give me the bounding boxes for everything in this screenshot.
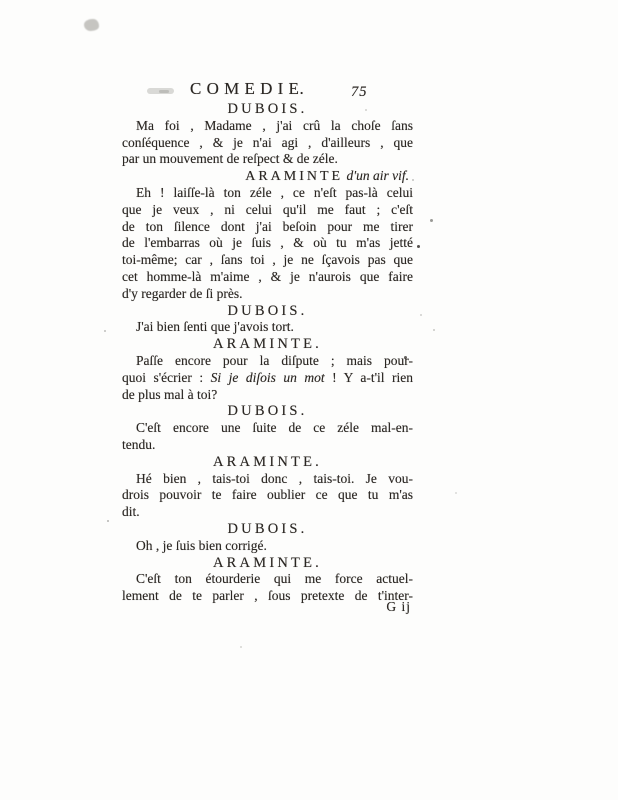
page-number: 75 xyxy=(351,84,368,100)
speaker-name: ARAMINTE xyxy=(245,169,344,185)
speaker-heading: DUBOIS. xyxy=(227,101,308,117)
dialogue-line: tendu. xyxy=(122,436,156,452)
dialogue-text: quoi s'écrier : xyxy=(122,369,211,385)
dialogue-line: Oh , je ſuis bien corrigé. xyxy=(136,537,267,553)
scan-speck xyxy=(455,492,457,494)
running-header xyxy=(122,79,413,101)
scan-speck xyxy=(430,219,433,222)
dialogue-line: toi-même; car , ſans toi , je ne ſçavois pas que xyxy=(122,252,413,268)
speaker-heading: ARAMINTE. xyxy=(213,554,322,571)
speaker-heading: DUBOIS. xyxy=(227,520,308,537)
scan-speck xyxy=(240,646,242,648)
dialogue-line-mixed xyxy=(122,370,413,387)
quoted-italic-text: Si je diſois un mot xyxy=(210,369,325,385)
dialogue-line: conſéquence , & je n'ai agi , d'ailleurs , que xyxy=(122,134,413,150)
dialogue-line: par un mouvement de reſpect & de zéle. xyxy=(122,151,338,167)
dialogue-line: de plus mal à toi? xyxy=(122,386,218,402)
speaker-heading: ARAMINTE. xyxy=(213,453,322,470)
dialogue-line: lement de te parler , ſous pretexte de t'inter- xyxy=(122,588,413,604)
dialogue-line: Eh ! laiſſe-là ton zéle , ce n'eſt pas-là celui xyxy=(136,184,413,200)
dialogue-line: C'eſt encore une ſuite de ce zéle mal-en- xyxy=(136,420,413,436)
dialogue-line: J'ai bien ſenti que j'avois tort. xyxy=(136,319,294,335)
scan-speck xyxy=(107,520,109,522)
dialogue-line: d'y regarder de ſi près. xyxy=(122,285,243,301)
speaker-heading: DUBOIS. xyxy=(227,403,308,420)
dialogue-text: ! Y a-t'il rien xyxy=(324,369,414,385)
dialogue-line: Ma foi , Madame , j'ai crû la choſe ſans xyxy=(136,117,413,133)
ink-blot-mark xyxy=(84,19,99,31)
running-header-title: C O M E D I E. xyxy=(190,79,305,98)
scan-speck xyxy=(420,314,422,316)
scan-speck xyxy=(417,245,420,248)
dialogue-line: dit. xyxy=(122,504,140,520)
dialogue-line: de ton ſilence dont j'ai beſoin pour me tirer xyxy=(122,218,413,234)
speaker-heading: DUBOIS. xyxy=(227,302,308,319)
dialogue-line: Hé bien , tais-toi donc , tais-toi. Je vou- xyxy=(136,470,413,486)
dialogue-line: C'eſt ton étourderie qui me force actuel- xyxy=(136,571,413,587)
dialogue-line: drois pouvoir te faire oublier ce que tu m'as xyxy=(122,487,413,503)
dialogue-line: cet homme-là m'aime , & je n'aurois que faire xyxy=(122,268,413,284)
stage-direction: d'un air vif. xyxy=(346,168,409,184)
dialogue-line: que je veux , ni celui qu'il me faut ; c'eſt xyxy=(122,201,413,217)
signature-mark: G ij xyxy=(386,598,411,614)
dialogue-line: Paſſe encore pour la diſpute ; mais pour- xyxy=(136,352,413,368)
dialogue-line: de l'embarras où je ſuis , & où tu m'as jetté xyxy=(122,235,413,251)
scan-speck xyxy=(433,329,435,331)
scan-speck xyxy=(104,330,106,332)
speaker-heading: ARAMINTE. xyxy=(213,336,322,353)
page-text-block xyxy=(122,79,414,616)
speaker-heading-with-direction xyxy=(122,168,413,185)
